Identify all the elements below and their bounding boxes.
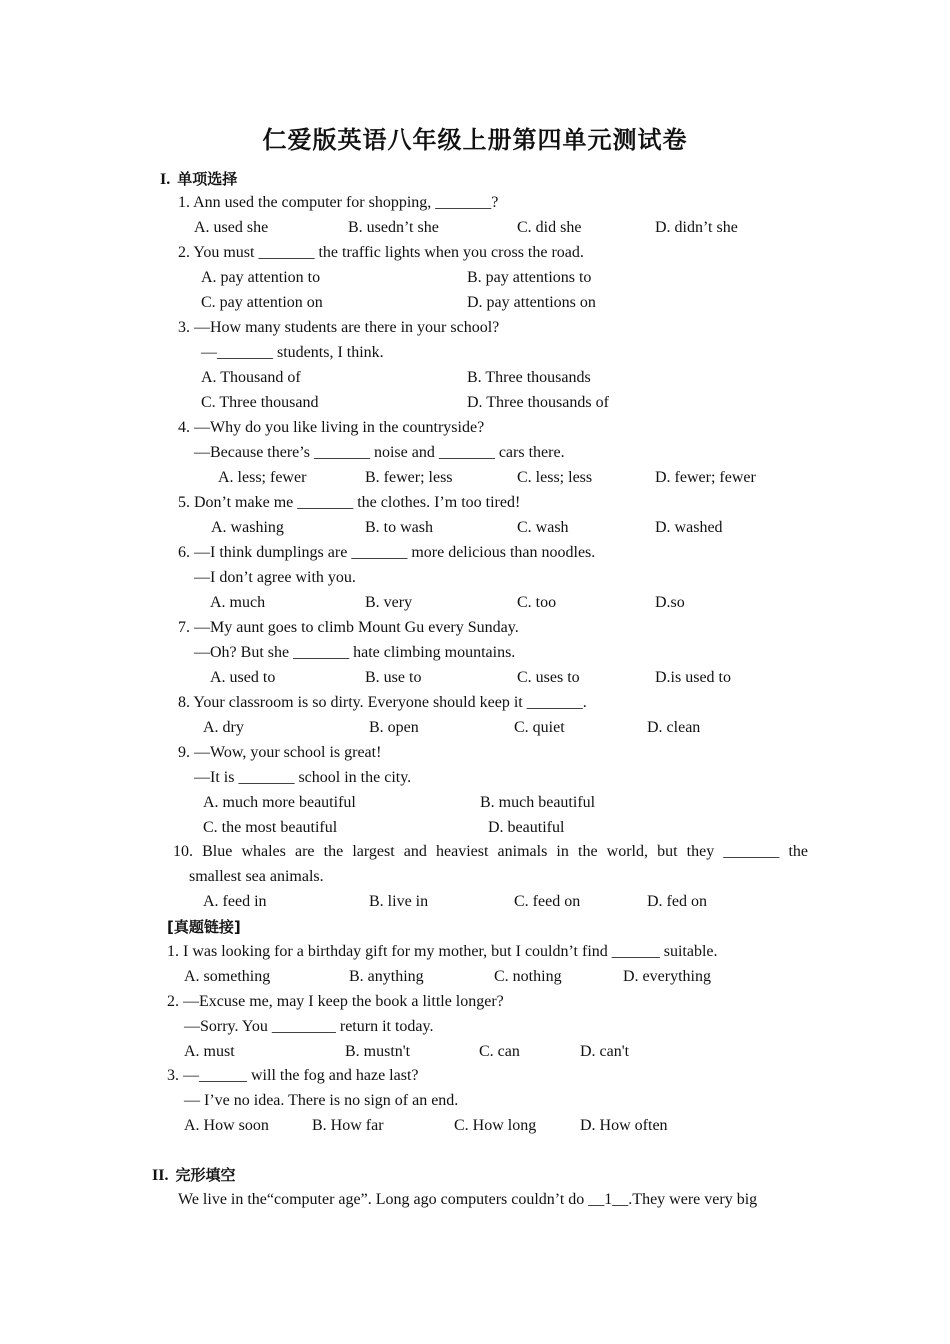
question-6-option-a: A. much	[210, 594, 266, 611]
question-7-response: —Oh? But she _______ hate climbing mountains.	[194, 644, 516, 661]
question-6-option-c: C. too	[517, 594, 557, 611]
question-9-response: —It is _______ school in the city.	[194, 769, 412, 786]
exam-link-heading: [真题链接]	[167, 918, 241, 936]
exam-question-2-option-d: D. can't	[580, 1043, 630, 1060]
question-4-option-a: A. less; fewer	[218, 469, 307, 486]
question-9-stem: 9. —Wow, your school is great!	[178, 744, 382, 761]
question-9-option-a: A. much more beautiful	[203, 794, 356, 811]
exam-question-2-response: —Sorry. You ________ return it today.	[184, 1018, 434, 1035]
question-10-stem: 10. Blue whales are the largest and heaviest animals in the world, but they _______ the	[173, 843, 808, 860]
exam-question-3-option-d: D. How often	[580, 1117, 668, 1134]
exam-question-1-option-a: A. something	[184, 968, 271, 985]
question-9-option-c: C. the most beautiful	[203, 819, 338, 836]
cloze-text-before: We live in the“computer age”. Long ago computers couldn’t do	[178, 1191, 589, 1208]
question-6-option-b: B. very	[365, 594, 413, 611]
exam-question-2-option-b: B. mustn't	[345, 1043, 411, 1060]
question-7-stem: 7. —My aunt goes to climb Mount Gu every Sunday.	[178, 619, 519, 636]
exam-question-2-option-c: C. can	[479, 1043, 520, 1060]
question-2-option-a: A. pay attention to	[201, 269, 321, 286]
question-6-stem: 6. —I think dumplings are _______ more delicious than noodles.	[178, 544, 596, 561]
question-6-response: —I don’t agree with you.	[194, 569, 356, 586]
exam-question-3-response: — I’ve no idea. There is no sign of an end.	[184, 1092, 459, 1109]
exam-question-3-option-a: A. How soon	[184, 1117, 269, 1134]
question-2-stem: 2. You must _______ the traffic lights when you cross the road.	[178, 244, 584, 261]
question-9-option-b: B. much beautiful	[480, 794, 596, 811]
question-1-option-b: B. usedn’t she	[348, 219, 439, 236]
question-7-option-d: D.is used to	[655, 669, 731, 686]
question-3-option-b: B. Three thousands	[467, 369, 591, 386]
exam-question-2-option-a: A. must	[184, 1043, 235, 1060]
question-7-option-b: B. use to	[365, 669, 422, 686]
question-2-option-b: B. pay attentions to	[467, 269, 592, 286]
question-3-option-a: A. Thousand of	[201, 369, 301, 386]
exam-question-3-stem: 3. —______ will the fog and haze last?	[167, 1067, 419, 1084]
exam-question-3-option-b: B. How far	[312, 1117, 384, 1134]
question-5-option-c: C. wash	[517, 519, 569, 536]
exam-question-1-option-d: D. everything	[623, 968, 711, 985]
exam-question-1-option-c: C. nothing	[494, 968, 562, 985]
question-8-option-c: C. quiet	[514, 719, 565, 736]
question-5-stem: 5. Don’t make me _______ the clothes. I’m too tired!	[178, 494, 521, 511]
question-10-option-b: B. live in	[369, 893, 429, 910]
question-5-option-d: D. washed	[655, 519, 723, 536]
exam-question-1-option-b: B. anything	[349, 968, 424, 985]
exam-question-2-stem: 2. —Excuse me, may I keep the book a little longer?	[167, 993, 504, 1010]
question-3-response: —_______ students, I think.	[201, 344, 384, 361]
section-1-heading	[160, 168, 237, 189]
cloze-passage-line	[178, 1190, 757, 1210]
question-2-option-d: D. pay attentions on	[467, 294, 596, 311]
section-1-number: I.	[160, 171, 171, 188]
question-6-option-d: D.so	[655, 594, 685, 611]
question-10-stem-continued: smallest sea animals.	[189, 868, 324, 885]
question-3-option-d: D. Three thousands of	[467, 394, 609, 411]
question-10-option-d: D. fed on	[647, 893, 707, 910]
question-4-option-c: C. less; less	[517, 469, 593, 486]
question-7-option-c: C. uses to	[517, 669, 580, 686]
question-1-option-d: D. didn’t she	[655, 219, 738, 236]
section-1-title: 单项选择	[177, 170, 238, 188]
question-5-option-a: A. washing	[211, 519, 284, 536]
question-8-option-d: D. clean	[647, 719, 701, 736]
question-9-option-d: D. beautiful	[488, 819, 565, 836]
question-1-option-a: A. used she	[194, 219, 269, 236]
cloze-blank-1: __1__	[588, 1191, 629, 1208]
question-10-option-c: C. feed on	[514, 893, 581, 910]
question-8-stem: 8. Your classroom is so dirty. Everyone should keep it _______.	[178, 694, 587, 711]
question-4-option-b: B. fewer; less	[365, 469, 453, 486]
question-7-option-a: A. used to	[210, 669, 276, 686]
exam-question-3-option-c: C. How long	[454, 1117, 537, 1134]
section-2-title: 完形填空	[175, 1166, 236, 1184]
question-4-response: —Because there’s _______ noise and _______ cars there.	[194, 444, 565, 461]
question-4-stem: 4. —Why do you like living in the countryside?	[178, 419, 485, 436]
cloze-text-after: .They were very big	[628, 1191, 758, 1208]
question-8-option-a: A. dry	[203, 719, 244, 736]
page-title: 仁爱版英语八年级上册第四单元测试卷	[262, 126, 688, 154]
question-2-option-c: C. pay attention on	[201, 294, 323, 311]
section-2-number: II.	[152, 1167, 169, 1184]
question-10-option-a: A. feed in	[203, 893, 267, 910]
question-3-stem: 3. —How many students are there in your school?	[178, 319, 500, 336]
question-4-option-d: D. fewer; fewer	[655, 469, 756, 486]
question-5-option-b: B. to wash	[365, 519, 433, 536]
question-3-option-c: C. Three thousand	[201, 394, 319, 411]
question-8-option-b: B. open	[369, 719, 419, 736]
question-1-option-c: C. did she	[517, 219, 582, 236]
question-1-stem: 1. Ann used the computer for shopping, _______?	[178, 194, 499, 211]
exam-question-1-stem: 1. I was looking for a birthday gift for my mother, but I couldn’t find ______ suitable.	[167, 943, 718, 960]
section-2-heading	[152, 1164, 235, 1185]
